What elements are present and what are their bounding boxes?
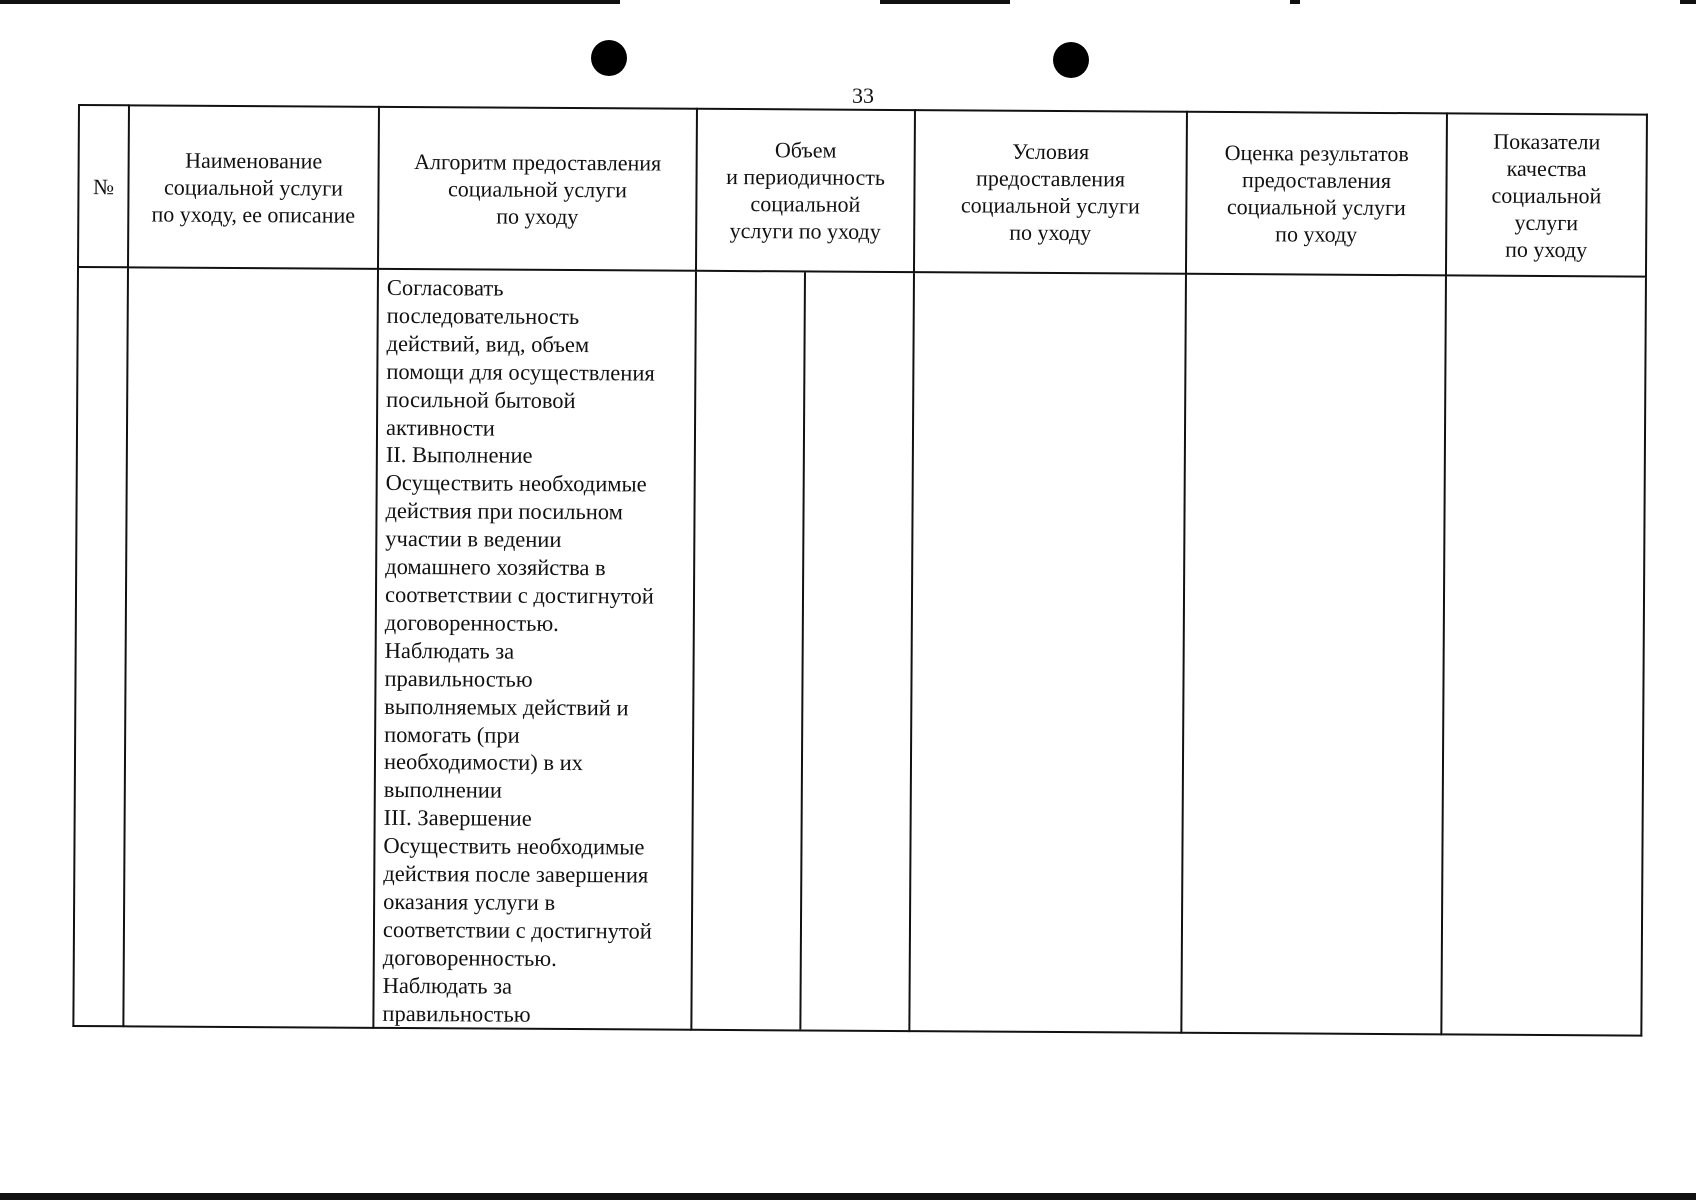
cell-volume [691, 271, 914, 1032]
header-evaluation-label: Оценка результатов предоставления социальной услуги по уходу [1224, 140, 1409, 247]
header-algorithm [378, 107, 697, 271]
cell-algorithm: Согласовать последовательность действий, вид, объем помощи для осуществления посильной бытовой активности II. Выполнение Осуществить необходимые действия при посильном участии в ведении домашнего хозяйства в соответствии с достигнутой договоренностью. Наблюдать за правильностью выполняемых действий и помогать (при необходимости) в их выполнении III. Завершение Осуществить необходимые действия после завершения оказания услуги в соответствии с достигнутой договоренностью. Наблюдать за правильностью [373, 269, 696, 1030]
header-quality [1446, 113, 1647, 276]
scan-top-edge-gap [1300, 0, 1680, 4]
scan-bottom-edge [0, 1193, 1696, 1200]
header-service-name [128, 105, 379, 269]
header-conditions [914, 110, 1187, 274]
cell-number [73, 267, 128, 1027]
header-service-name-label: Наименование социальной услуги по уходу, ее описание [151, 147, 356, 228]
header-number [78, 105, 129, 267]
punch-hole-left [591, 40, 627, 76]
header-conditions-label: Условия предоставления социальной услуги по уходу [960, 138, 1140, 246]
cell-quality [1441, 275, 1646, 1036]
header-number-label: № [92, 173, 115, 199]
table-header-row [78, 105, 1647, 277]
header-algorithm-label: Алгоритм предоставления социальной услуги по уходу [414, 148, 662, 229]
header-volume-label: Объем и периодичность социальной услуги по уходу [726, 137, 886, 244]
punch-hole-right [1053, 42, 1089, 78]
cell-conditions [909, 272, 1186, 1033]
header-volume [696, 109, 915, 272]
scan-top-edge-gap [620, 0, 880, 4]
table-row [73, 267, 1646, 1036]
header-evaluation [1186, 112, 1447, 276]
scan-top-edge-gap [1010, 0, 1290, 4]
cell-volume-left [692, 272, 804, 1030]
cell-service-name [123, 267, 378, 1028]
social-service-table [72, 104, 1648, 1037]
volume-split [692, 272, 913, 1031]
header-quality-label: Показатели качества социальной услуги по уходу [1491, 128, 1602, 262]
cell-evaluation [1181, 274, 1446, 1035]
cell-volume-right [799, 272, 913, 1030]
page-number: 33 [852, 83, 874, 108]
